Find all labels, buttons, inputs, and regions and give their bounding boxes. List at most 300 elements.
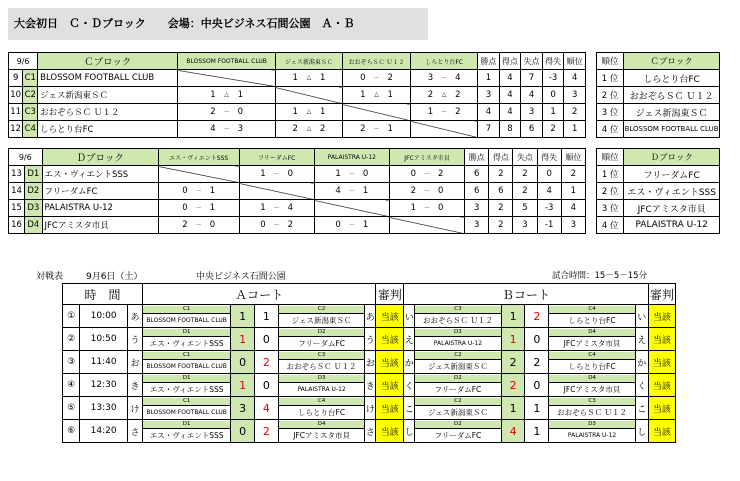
- self-match-cell: [275, 87, 342, 104]
- stat-header: 得失: [537, 149, 561, 166]
- match-mark: さ: [127, 420, 142, 443]
- rank-block-header: Ｃブロック: [624, 53, 720, 70]
- kickoff-time: 13:30: [80, 397, 128, 420]
- referee-header: 審判: [376, 284, 404, 305]
- result-mark: －: [223, 109, 230, 116]
- team-name: PALAISTRA U-12: [567, 431, 617, 439]
- score-home: 0: [231, 420, 255, 443]
- result-mark: －: [273, 222, 280, 229]
- match-number: ③: [63, 351, 80, 374]
- rank-row: [597, 104, 720, 121]
- schedule-row: [63, 420, 676, 443]
- match-mark: あ: [365, 305, 376, 328]
- team-name: しらとり台FC: [568, 315, 616, 325]
- rank-row: [597, 87, 720, 104]
- team-name: しらとり台FC: [568, 361, 616, 371]
- self-match-cell: [389, 217, 464, 234]
- match-mark: う: [365, 328, 376, 351]
- score-home: 1: [427, 107, 434, 117]
- row-number: 15: [9, 200, 25, 217]
- team-code: D2: [25, 183, 42, 200]
- match-score: [389, 166, 464, 183]
- match-team: [143, 351, 231, 374]
- match-mark: か: [635, 351, 648, 374]
- match-team: [278, 351, 365, 374]
- stat-value: -3: [542, 70, 564, 87]
- rank-row: [597, 200, 720, 217]
- score-home: 1: [260, 169, 266, 179]
- match-mark: く: [404, 374, 415, 397]
- team-code: D1: [25, 166, 42, 183]
- match-team: [415, 420, 502, 443]
- score-home: 2: [360, 124, 366, 134]
- team-name: エス・ヴィエントSSS: [149, 338, 224, 348]
- result-mark: －: [273, 171, 280, 178]
- score-away: 0: [237, 107, 244, 117]
- score-away: 4: [455, 73, 461, 83]
- stat-value: -3: [537, 200, 561, 217]
- match-mark: し: [635, 420, 648, 443]
- stat-header: 得点: [489, 149, 513, 166]
- score-home: 0: [182, 186, 188, 196]
- stat-value: 1: [561, 183, 585, 200]
- referee-cell: 当該: [648, 305, 675, 328]
- team-name: PALAISTRA U-12: [297, 385, 346, 393]
- score-home: 1: [231, 374, 255, 397]
- table-row: [9, 121, 586, 138]
- score-away: 1: [319, 73, 326, 83]
- team-code: D4: [25, 217, 42, 234]
- stat-value: 2: [513, 166, 537, 183]
- result-mark: △: [306, 108, 312, 115]
- kickoff-time: 12:30: [80, 374, 128, 397]
- result-mark: －: [195, 205, 202, 212]
- schedule-label: 対戦表: [36, 272, 64, 282]
- match-score: [389, 200, 464, 217]
- score-home: 3: [231, 397, 255, 420]
- team-code: C4: [23, 121, 38, 138]
- stat-value: 2: [489, 200, 513, 217]
- team-code: C4: [549, 352, 635, 360]
- match-mark: い: [404, 305, 415, 328]
- match-team: [549, 397, 636, 420]
- score-home: 0: [335, 220, 341, 230]
- match-team: [415, 397, 502, 420]
- stat-value: 1: [478, 70, 500, 87]
- score-away: 2: [255, 351, 279, 374]
- stat-value: 2: [564, 104, 586, 121]
- score-away: 0: [525, 328, 549, 351]
- rank-position: 2 位: [597, 87, 624, 104]
- match-score: [178, 121, 276, 138]
- match-mark: お: [127, 351, 142, 374]
- team-code: C3: [549, 398, 635, 406]
- match-score: [158, 217, 239, 234]
- score-home: 0: [231, 351, 255, 374]
- referee-cell: 当該: [376, 374, 404, 397]
- result-mark: －: [348, 188, 355, 195]
- referee-cell: 当該: [376, 397, 404, 420]
- match-mark: う: [127, 328, 142, 351]
- team-code: C3: [279, 352, 365, 360]
- team-name: ジェス新潟東ＳＣ: [427, 361, 488, 371]
- score-home: 1: [410, 203, 417, 213]
- row-number: 9: [9, 70, 23, 87]
- match-team: [278, 397, 365, 420]
- rank-row: [597, 166, 720, 183]
- stat-value: 4: [499, 70, 521, 87]
- table-row: [9, 104, 586, 121]
- rank-position: 1 位: [597, 166, 624, 183]
- column-team-header: ジェス新潟東ＳＣ: [275, 53, 342, 70]
- match-score: [158, 200, 239, 217]
- match-mark: え: [404, 328, 415, 351]
- match-score: [275, 104, 342, 121]
- stat-value: 2: [513, 183, 537, 200]
- stat-value: 3: [564, 87, 586, 104]
- stat-header: 勝点: [478, 53, 500, 70]
- rank-position: 1 位: [597, 70, 624, 87]
- match-mark: え: [635, 328, 648, 351]
- stat-value: -1: [537, 217, 561, 234]
- score-home: 4: [501, 420, 525, 443]
- group-date: 9/6: [9, 149, 43, 166]
- team-name: JFCアミスタ市貝: [563, 338, 621, 348]
- result-mark: －: [348, 171, 355, 178]
- match-duration: 試合時間：15－5－15分: [552, 271, 648, 281]
- score-away: 1: [209, 203, 216, 213]
- schedule-row: [63, 328, 676, 351]
- score-away: 2: [287, 220, 294, 230]
- rank-position: 3 位: [597, 200, 624, 217]
- score-home: 1: [292, 107, 298, 117]
- row-number: 10: [9, 87, 23, 104]
- match-team: [143, 420, 231, 443]
- column-team-header: エス・ヴィエントSSS: [158, 149, 239, 166]
- rank-team: JFCアミスタ市貝: [624, 200, 720, 217]
- schedule-row: [63, 305, 676, 328]
- time-header: 時 間: [63, 284, 143, 305]
- referee-cell: 当該: [648, 328, 675, 351]
- score-home: 1: [231, 305, 255, 328]
- match-team: [549, 328, 636, 351]
- team-name: フリーダムFC: [42, 183, 158, 200]
- match-team: [278, 374, 365, 397]
- stat-value: 5: [513, 200, 537, 217]
- stat-value: 0: [542, 87, 564, 104]
- score-away: 0: [362, 169, 369, 179]
- match-mark: こ: [635, 397, 648, 420]
- stat-value: 7: [478, 121, 500, 138]
- stat-header: 勝点: [465, 149, 489, 166]
- match-mark: い: [635, 305, 648, 328]
- score-away: 4: [287, 203, 294, 213]
- team-code: D1: [143, 375, 230, 383]
- referee-cell: 当該: [376, 305, 404, 328]
- score-away: 1: [362, 220, 369, 230]
- team-name: JFCアミスタ市貝: [563, 384, 621, 394]
- result-mark: －: [223, 126, 230, 133]
- column-team-header: BLOSSOM FOOTBALL CLUB: [178, 53, 276, 70]
- referee-cell: 当該: [376, 420, 404, 443]
- rank-team: PALAISTRA U-12: [624, 217, 720, 234]
- stat-header: 順位: [564, 53, 586, 70]
- result-mark: －: [441, 75, 448, 82]
- stat-value: 4: [478, 104, 500, 121]
- rank-team: BLOSSOM FOOTBALL CLUB: [624, 121, 720, 138]
- stat-value: 6: [521, 121, 543, 138]
- score-away: 0: [209, 220, 216, 230]
- stat-value: 4: [561, 200, 585, 217]
- group-d-ranking: [596, 148, 720, 234]
- team-code: D2: [415, 421, 501, 429]
- team-name: ジェス新潟東ＳＣ: [38, 87, 178, 104]
- rank-position: 3 位: [597, 104, 624, 121]
- match-number: ⑥: [63, 420, 80, 443]
- schedule-date: 9月6日（土）: [86, 272, 143, 282]
- rank-row: [597, 183, 720, 200]
- kickoff-time: 11:40: [80, 351, 128, 374]
- score-home: 1: [260, 203, 266, 213]
- rank-team: おおぞらＳＣ Ｕ１２: [624, 87, 720, 104]
- match-score: [314, 166, 389, 183]
- team-name: フリーダムFC: [298, 338, 345, 348]
- self-match-cell: [342, 104, 410, 121]
- stat-value: 4: [564, 70, 586, 87]
- match-score: [411, 70, 478, 87]
- row-number: 16: [9, 217, 25, 234]
- team-name: JFCアミスタ市貝: [42, 217, 158, 234]
- rank-team: しらとり台FC: [624, 70, 720, 87]
- result-mark: －: [195, 188, 202, 195]
- team-name: おおぞらＳＣ Ｕ１２: [422, 315, 493, 325]
- team-code: D2: [415, 375, 501, 383]
- match-score: [389, 183, 464, 200]
- kickoff-time: 14:20: [80, 420, 128, 443]
- match-score: [314, 217, 389, 234]
- rank-position: 4 位: [597, 217, 624, 234]
- stat-value: 2: [489, 217, 513, 234]
- match-team: [415, 305, 502, 328]
- column-team-header: JFCアミスタ市貝: [389, 149, 464, 166]
- match-score: [411, 104, 478, 121]
- match-mark: さ: [365, 420, 376, 443]
- match-number: ④: [63, 374, 80, 397]
- column-team-header: PALAISTRA U-12: [314, 149, 389, 166]
- kickoff-time: 10:50: [80, 328, 128, 351]
- team-name: BLOSSOM FOOTBALL CLUB: [146, 316, 227, 324]
- match-mark: き: [127, 374, 142, 397]
- stat-value: 3: [561, 217, 585, 234]
- score-away: 0: [438, 203, 444, 213]
- match-score: [342, 87, 410, 104]
- match-mark: か: [404, 351, 415, 374]
- score-home: 1: [360, 90, 366, 100]
- team-code: D3: [279, 375, 365, 383]
- team-name: BLOSSOM FOOTBALL CLUB: [146, 362, 227, 370]
- stat-value: 7: [521, 70, 543, 87]
- rank-row: [597, 70, 720, 87]
- score-away: 1: [387, 90, 393, 100]
- rank-block-header: Ｄブロック: [624, 149, 720, 166]
- team-name: おおぞらＳＣ Ｕ１２: [557, 407, 627, 417]
- result-mark: －: [195, 222, 202, 229]
- rank-position: 2 位: [597, 183, 624, 200]
- result-mark: －: [441, 109, 448, 116]
- team-name: PALAISTRA U-12: [42, 200, 158, 217]
- score-home: 0: [360, 73, 366, 83]
- kickoff-time: 10:00: [80, 305, 128, 328]
- team-name: しらとり台FC: [38, 121, 178, 138]
- group-c-ranking: [596, 52, 720, 138]
- team-name: エス・ヴィエントSSS: [42, 166, 158, 183]
- team-name: エス・ヴィエントSSS: [149, 384, 224, 394]
- stat-header: 得失: [542, 53, 564, 70]
- score-away: 0: [287, 169, 294, 179]
- team-code: D3: [549, 421, 635, 429]
- rank-row: [597, 217, 720, 234]
- team-code: C2: [23, 87, 38, 104]
- stat-value: 1: [542, 104, 564, 121]
- score-home: 1: [292, 73, 298, 83]
- score-away: 1: [525, 397, 549, 420]
- team-code: D2: [279, 329, 365, 337]
- rank-team: フリーダムFC: [624, 166, 720, 183]
- row-number: 13: [9, 166, 25, 183]
- match-score: [239, 200, 314, 217]
- match-team: [143, 397, 231, 420]
- column-team-header: フリーダムFC: [239, 149, 314, 166]
- score-home: 4: [210, 124, 216, 134]
- result-mark: －: [348, 222, 355, 229]
- group-date: 9/6: [9, 53, 38, 70]
- group-d-table: [8, 148, 586, 234]
- stat-value: 6: [489, 183, 513, 200]
- self-match-cell: [178, 70, 276, 87]
- team-code: D3: [25, 200, 42, 217]
- stat-value: 1: [564, 121, 586, 138]
- team-name: フリーダムFC: [434, 384, 482, 394]
- score-away: 1: [255, 305, 279, 328]
- score-away: 1: [237, 90, 244, 100]
- team-code: C2: [415, 352, 501, 360]
- score-away: 1: [362, 186, 369, 196]
- result-mark: －: [424, 205, 431, 212]
- schedule-row: [63, 351, 676, 374]
- referee-cell: 当該: [648, 351, 675, 374]
- team-code: D4: [549, 329, 635, 337]
- table-row: [9, 70, 586, 87]
- team-code: D4: [279, 421, 365, 429]
- referee-cell: 当該: [376, 351, 404, 374]
- team-code: C4: [549, 306, 635, 314]
- team-code: C3: [415, 306, 501, 314]
- score-home: 2: [292, 124, 298, 134]
- score-away: 1: [525, 420, 549, 443]
- score-away: 4: [255, 397, 279, 420]
- score-home: 3: [427, 73, 434, 83]
- group-c-table: [8, 52, 586, 138]
- score-away: 2: [525, 351, 549, 374]
- score-home: 2: [501, 374, 525, 397]
- score-away: 2: [455, 90, 461, 100]
- stat-header: 失点: [513, 149, 537, 166]
- stat-value: 4: [537, 183, 561, 200]
- stat-value: 6: [465, 183, 489, 200]
- self-match-cell: [314, 200, 389, 217]
- match-number: ①: [63, 305, 80, 328]
- match-team: [415, 328, 502, 351]
- team-name: しらとり台FC: [298, 407, 346, 417]
- result-mark: △: [441, 91, 447, 98]
- stat-value: 2: [561, 166, 585, 183]
- score-home: 2: [427, 90, 434, 100]
- team-code: C2: [415, 398, 501, 406]
- referee-cell: 当該: [376, 328, 404, 351]
- match-mark: し: [404, 420, 415, 443]
- match-team: [143, 374, 231, 397]
- match-mark: あ: [127, 305, 142, 328]
- result-mark: －: [273, 205, 280, 212]
- score-away: 0: [438, 186, 444, 196]
- match-score: [314, 183, 389, 200]
- team-code: C3: [23, 104, 38, 121]
- team-code: C1: [143, 398, 230, 406]
- column-team-header: しらとり台FC: [411, 53, 478, 70]
- score-away: 1: [387, 124, 393, 134]
- block-name: Ｃブロック: [38, 53, 178, 70]
- column-team-header: おおぞらＳＣ Ｕ１２: [342, 53, 410, 70]
- row-number: 12: [9, 121, 23, 138]
- match-team: [143, 305, 231, 328]
- result-mark: △: [306, 125, 312, 132]
- referee-cell: 当該: [648, 420, 675, 443]
- stat-value: 0: [537, 166, 561, 183]
- team-name: おおぞらＳＣ Ｕ１２: [286, 361, 357, 371]
- court-a-header: Ａコート: [143, 284, 376, 305]
- team-code: D4: [549, 375, 635, 383]
- match-team: [278, 305, 365, 328]
- score-home: 4: [335, 186, 341, 196]
- result-mark: －: [424, 188, 431, 195]
- match-mark: き: [365, 374, 376, 397]
- team-code: C2: [279, 306, 365, 314]
- team-name: エス・ヴィエントSSS: [149, 430, 224, 440]
- match-team: [549, 374, 636, 397]
- schedule-table: [62, 283, 676, 443]
- self-match-cell: [239, 183, 314, 200]
- team-code: D1: [143, 421, 230, 429]
- match-score: [239, 166, 314, 183]
- stat-value: 3: [478, 87, 500, 104]
- match-score: [275, 121, 342, 138]
- stat-value: 8: [499, 121, 521, 138]
- court-b-header: Ｂコート: [404, 284, 648, 305]
- score-away: 2: [438, 169, 444, 179]
- stat-header: 順位: [561, 149, 585, 166]
- stat-value: 3: [465, 217, 489, 234]
- referee-header: 審判: [648, 284, 675, 305]
- score-home: 2: [182, 220, 188, 230]
- match-team: [278, 420, 365, 443]
- score-home: 0: [260, 220, 266, 230]
- score-home: 0: [410, 169, 417, 179]
- score-home: 1: [210, 90, 216, 100]
- match-score: [275, 70, 342, 87]
- match-score: [342, 121, 410, 138]
- match-score: [178, 87, 276, 104]
- match-team: [549, 351, 636, 374]
